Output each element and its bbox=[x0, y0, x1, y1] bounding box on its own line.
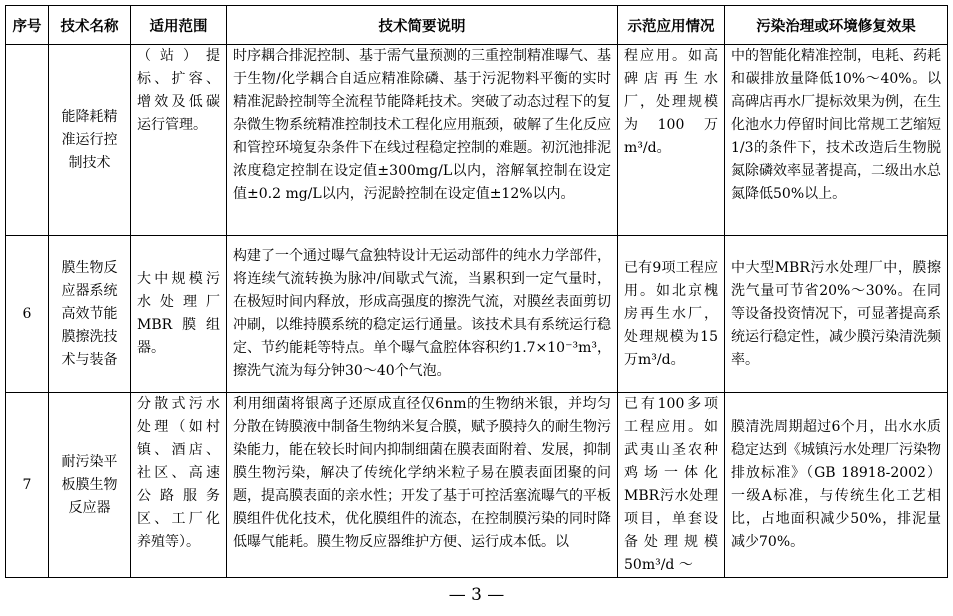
row-effect: 中的智能化精准控制，电耗、药耗和碳排放量降低10%～40%。以高碑店再水厂提标效果为例，在生化池水力停留时间比常规工艺缩短1/3的条件下，技术改造后生物脱氮除磷效率显著提高，二级出水总氮降低50%以上。 bbox=[725, 45, 948, 236]
row-description: 构建了一个通过曝气盒独特设计无运动部件的纯水力学部件，将连续气流转换为脉冲/间歇式气流，当累积到一定气量时，在极短时间内释放，形成高强度的擦洗气流，对膜丝表面剪切冲刷，以维持膜系统的稳定运行通量。该技术具有系统运行稳定、节约能耗等特点。单个曝气盒腔体容积约1.7×10⁻³m³，擦洗气流为每分钟30～40个气泡。 bbox=[227, 236, 618, 393]
table-header-row bbox=[6, 6, 948, 45]
row-scope: （站）提标、扩容、增效及低碳运行管理。 bbox=[131, 45, 227, 236]
row-index bbox=[6, 45, 49, 236]
row-scope: 大中规模污水处理厂MBR膜组器。 bbox=[131, 236, 227, 393]
row-effect: 膜清洗周期超过6个月，出水水质稳定达到《城镇污水处理厂污染物排放标准》（GB 18918-2002）一级A标准，与传统生化工艺相比，占地面积减少50%，排泥量减少70%。 bbox=[725, 393, 948, 578]
row-description: 时序耦合排泥控制、基于需气量预测的三重控制精准曝气、基于生物/化学耦合自适应精准除磷、基于污泥物料平衡的实时精准泥龄控制等全流程节能降耗技术。突破了动态过程下的复杂微生物系统精准控制技术工程化应用瓶颈，破解了生化反应和管控环境复杂条件下在线过程稳定控制的难题。初沉池排泥浓度稳定控制在设定值±300mg/L以内，溶解氧控制在设定值±0.2 mg/L以内，污泥龄控制在设定值±12%以内。 bbox=[227, 45, 618, 236]
row-description: 利用细菌将银离子还原成直径仅6nm的生物纳米银，并均匀分散在铸膜液中制备生物纳米复合膜，赋予膜持久的耐生物污染能力，能在较长时间内抑制细菌在膜表面附着、发展，抑制膜生物污染，解决了传统化学纳米粒子易在膜表面团聚的问题，提高膜表面的亲水性；开发了基于可控活塞流曝气的平板膜组件优化技术，优化膜组件的流态，在控制膜污染的同时降低曝气能耗。膜生物反应器维护方便、运行成本低。以 bbox=[227, 393, 618, 578]
header-index: 序号 bbox=[6, 6, 49, 45]
row-tech-name: 能降耗精准运行控制技术 bbox=[49, 45, 131, 236]
header-description: 技术简要说明 bbox=[227, 6, 618, 45]
row-index: 7 bbox=[6, 393, 49, 578]
page-number: — 3 — bbox=[448, 585, 505, 605]
table-row bbox=[6, 236, 948, 393]
table-row bbox=[6, 45, 948, 236]
row-scope: 分散式污水处理（如村镇、酒店、社区、高速公路服务区、工厂化养殖等）。 bbox=[131, 393, 227, 578]
technology-table bbox=[5, 5, 948, 578]
header-application: 示范应用情况 bbox=[618, 6, 725, 45]
row-application: 已有9项工程应用。如北京槐房再生水厂，处理规模为15万m³/d。 bbox=[618, 236, 725, 393]
header-scope: 适用范围 bbox=[131, 6, 227, 45]
row-application: 已有100多项工程应用。如武夷山圣农种鸡场一体化MBR污水处理项目，单套设备处理规模50m³/d ～ bbox=[618, 393, 725, 578]
header-effect: 污染治理或环境修复效果 bbox=[725, 6, 948, 45]
row-effect: 中大型MBR污水处理厂中，膜擦洗气量可节省20%～30%。在同等设备投资情况下，可显著提高系统运行稳定性，减少膜污染清洗频率。 bbox=[725, 236, 948, 393]
header-tech-name: 技术名称 bbox=[49, 6, 131, 45]
row-index: 6 bbox=[6, 236, 49, 393]
table-row bbox=[6, 393, 948, 578]
row-tech-name: 膜生物反应器系统高效节能膜擦洗技术与装备 bbox=[49, 236, 131, 393]
row-tech-name: 耐污染平板膜生物反应器 bbox=[49, 393, 131, 578]
row-application: 程应用。如高碑店再生水厂，处理规模为100万m³/d。 bbox=[618, 45, 725, 236]
